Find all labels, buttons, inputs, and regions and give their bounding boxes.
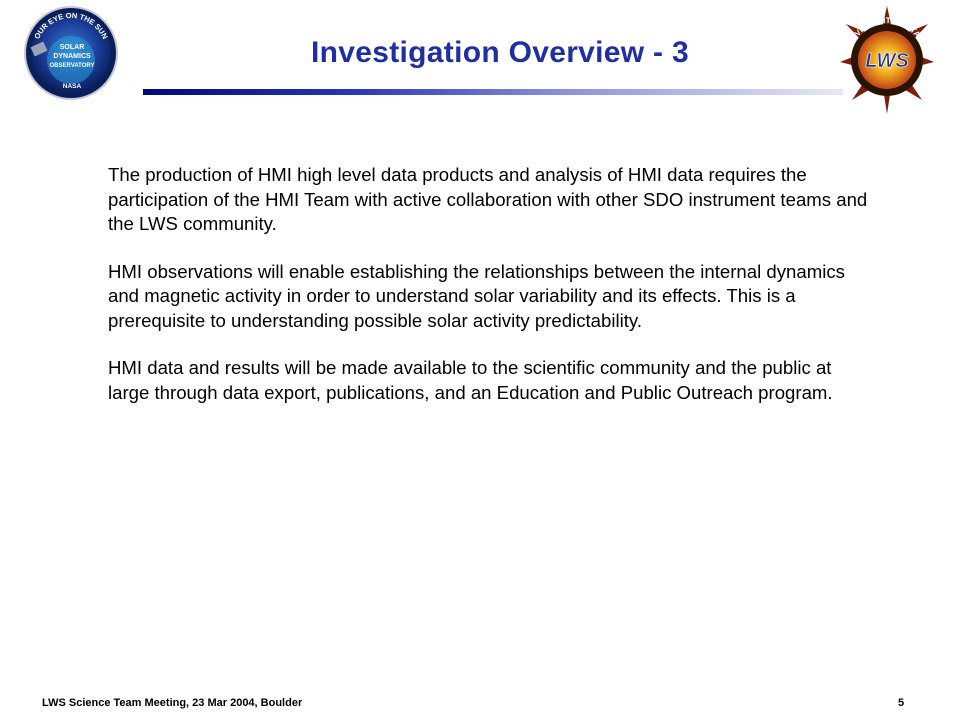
footer-page-number: 5 xyxy=(898,697,905,709)
paragraph-2: HMI observations will enable establishing the relationships between the internal dynamics and magnetic activity in order to understand solar variability and its effects. This is a prerequisite to understanding possible solar activity predictability. xyxy=(108,260,845,331)
lws-logo xyxy=(838,4,936,116)
sdo-agency: NASA xyxy=(62,83,82,90)
sdo-line3: OBSERVATORY xyxy=(49,63,95,69)
sdo-line1: SOLAR xyxy=(59,44,85,51)
sdo-line2: DYNAMICS xyxy=(53,53,91,60)
footer-meeting: LWS Science Team Meeting, 23 Mar 2004, Boulder xyxy=(42,697,303,709)
lws-arc-text: LIVING WITH A STAR xyxy=(848,15,926,44)
slide-body xyxy=(108,163,868,428)
sdo-logo xyxy=(22,4,120,102)
title-underline-bar xyxy=(143,89,843,95)
lws-center-text: LWS xyxy=(865,50,909,72)
paragraph-3: HMI data and results will be made available to the scientific community and the public at large through data export, publications, and an Education and Public Outreach program. xyxy=(108,357,833,403)
sdo-arc-text: OUR EYE ON THE SUN xyxy=(32,10,110,41)
paragraph-1: The production of HMI high level data products and analysis of HMI data requires the participation of the HMI Team with active collaboration with other SDO instrument teams and the LWS community. xyxy=(108,164,868,234)
slide-title: Investigation Overview - 3 xyxy=(311,36,689,69)
